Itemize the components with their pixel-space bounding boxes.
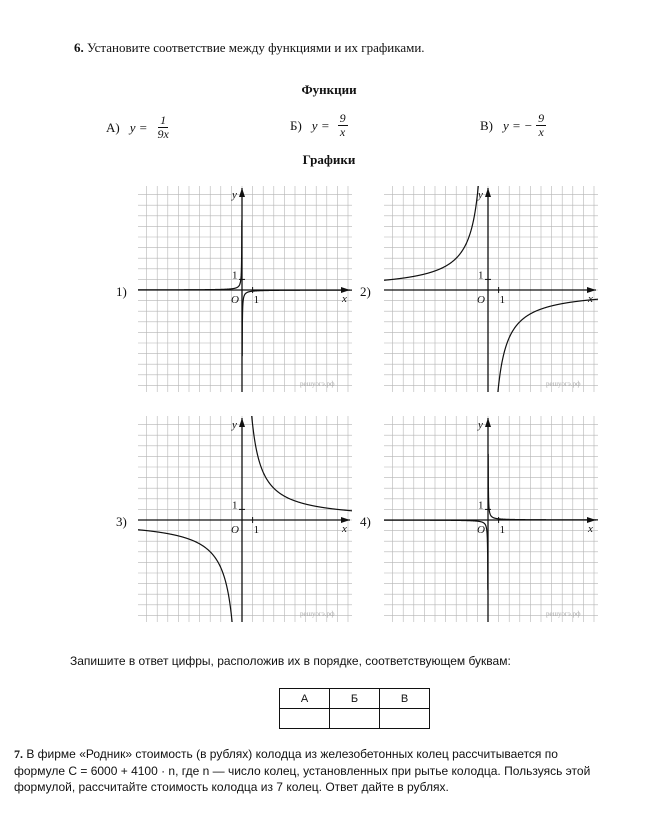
origin-label: O	[477, 294, 485, 306]
answer-cell-b[interactable]	[330, 709, 380, 729]
hyperbola-left-branch	[384, 186, 478, 280]
grid	[138, 416, 352, 622]
graph-1-label: 1)	[116, 284, 127, 299]
answer-cell-a[interactable]	[280, 709, 330, 729]
hyperbola-right-branch	[252, 416, 352, 511]
origin-label: O	[231, 294, 239, 306]
hyperbola-right-branch	[488, 454, 598, 520]
function-b-denominator: x	[339, 125, 346, 139]
function-v-sign: −	[524, 117, 533, 133]
answer-table	[279, 688, 430, 729]
y-axis-label: y	[478, 419, 483, 431]
function-v-denominator: x	[538, 125, 544, 139]
y-arrow-icon	[239, 188, 245, 197]
y-tick-label: 1	[232, 499, 238, 512]
y-axis-label: y	[478, 189, 483, 201]
answer-table-header-row	[280, 689, 430, 709]
graph-4	[384, 416, 598, 622]
task-7-number: 7.	[14, 747, 23, 761]
answer-header-a: А	[280, 689, 330, 709]
grid	[138, 186, 352, 392]
task-7-statement	[14, 746, 654, 796]
y-axis-label: y	[232, 419, 237, 431]
task-7-line-3: формулой, рассчитайте стоимость колодца из 7 колец. Ответ дайте в рублях.	[14, 780, 449, 794]
function-b-label: Б)	[290, 117, 302, 133]
task-7-line-1-text: В фирме «Родник» стоимость (в рублях) колодца из железобетонных колец рассчитывается по	[26, 747, 558, 761]
hyperbola-left-branch	[138, 530, 232, 622]
function-v-lhs: y =	[503, 117, 521, 133]
x-tick-label: 1	[499, 294, 506, 306]
y-arrow-icon	[239, 418, 245, 427]
answer-instruction: Запишите в ответ цифры, расположив их в порядке, соответствующем буквам:	[70, 654, 511, 668]
graph-3-label: 3)	[116, 514, 127, 529]
function-v	[480, 112, 546, 139]
function-b	[290, 112, 348, 139]
graph-4-label: 4)	[360, 514, 371, 529]
answer-table-value-row[interactable]	[280, 709, 430, 729]
graph-3	[138, 416, 352, 622]
function-a-label: А)	[106, 119, 120, 135]
x-tick-label: 1	[253, 524, 260, 536]
x-axis-label: x	[342, 523, 347, 535]
function-v-fraction	[536, 112, 546, 139]
task-6-statement	[74, 40, 425, 56]
grid	[384, 186, 598, 392]
function-v-numerator: 9	[538, 111, 545, 125]
function-v-label: В)	[480, 117, 493, 133]
function-a-denominator: 9x	[157, 127, 169, 141]
graphs-heading: Графики	[302, 152, 356, 167]
task-6-number: 6.	[74, 40, 84, 55]
function-a-numerator: 1	[160, 113, 167, 127]
task-7-line-2: формуле C = 6000 + 4100 · n, где n — число колец, установленных при рытье колодца. Пользуясь этой	[14, 763, 591, 778]
task-6-text: Установите соответствие между функциями и их графиками.	[87, 40, 425, 55]
watermark: решуогэ.рф	[546, 610, 581, 618]
y-axis-label: y	[232, 189, 237, 201]
x-tick-label: 1	[253, 294, 260, 306]
watermark: решуогэ.рф	[300, 610, 335, 618]
watermark: решуогэ.рф	[300, 380, 335, 388]
y-tick-label: 1	[478, 269, 484, 282]
function-a-lhs: y =	[129, 119, 148, 135]
answer-cell-v[interactable]	[380, 709, 430, 729]
answer-header-b: Б	[330, 689, 380, 709]
function-b-fraction	[338, 112, 348, 139]
task-7-line-1	[14, 746, 654, 763]
y-tick-label: 1	[478, 499, 484, 512]
x-axis-label: x	[342, 293, 347, 305]
functions-heading: Функции	[301, 82, 357, 97]
y-arrow-icon	[485, 418, 491, 427]
graph-2	[384, 186, 598, 392]
y-arrow-icon	[485, 188, 491, 197]
function-a	[106, 114, 171, 141]
x-axis-label: x	[588, 523, 593, 535]
hyperbola-right-branch	[498, 299, 598, 392]
function-b-lhs: y =	[311, 117, 330, 133]
origin-label: O	[477, 524, 485, 536]
function-a-fraction	[156, 114, 171, 141]
function-b-numerator: 9	[339, 111, 346, 125]
graph-1	[138, 186, 352, 392]
x-tick-label: 1	[499, 524, 506, 536]
graph-2-label: 2)	[360, 284, 371, 299]
answer-header-v: В	[380, 689, 430, 709]
y-tick-label: 1	[232, 269, 238, 282]
origin-label: O	[231, 524, 239, 536]
grid	[384, 416, 598, 622]
x-axis-label: x	[588, 293, 593, 305]
watermark: решуогэ.рф	[546, 380, 581, 388]
